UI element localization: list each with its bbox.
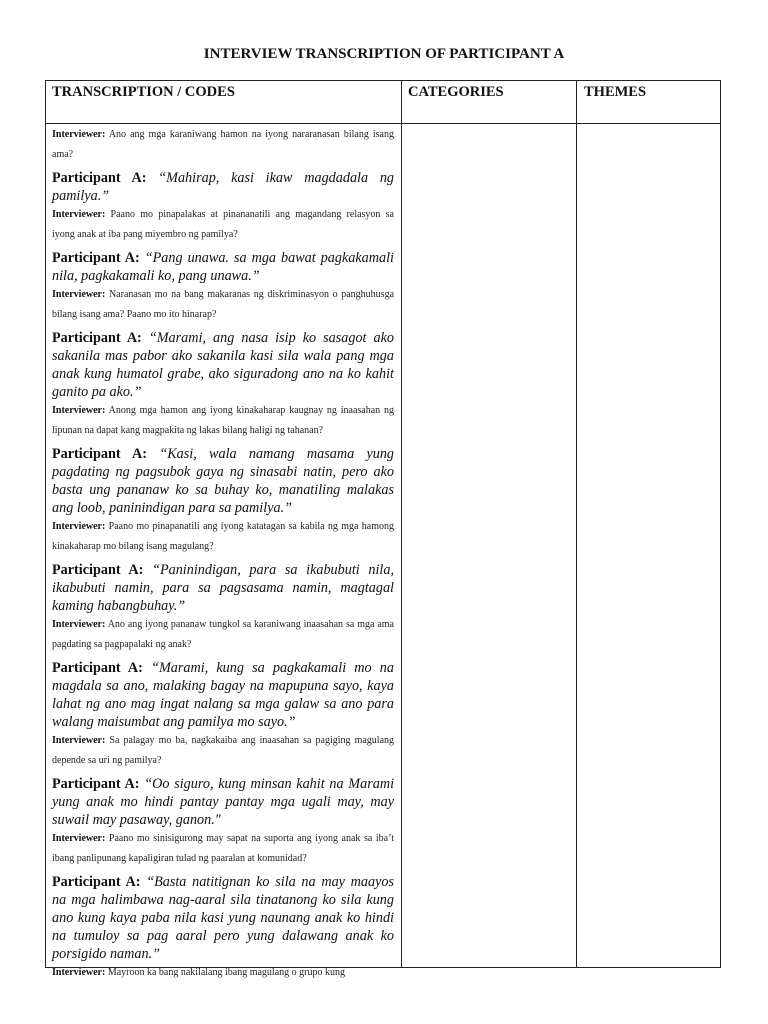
interviewer-question: [52, 205, 394, 245]
document-title: INTERVIEW TRANSCRIPTION OF PARTICIPANT A: [203, 46, 565, 62]
interviewer-question: [52, 963, 394, 983]
question-text: Paano mo pinapalakas at pinananatili ang magandang relasyon sa iyong anak at iba pang miyembro ng pamilya?: [52, 209, 394, 240]
interviewer-question: [52, 401, 394, 441]
answer-text: “Mahirap, kasi ikaw magdadala ng pamilya.”: [52, 170, 395, 204]
question-text: Ano ang iyong pananaw tungkol sa karaniwang inaasahan sa mga ama pagdating sa pagpapalaki ng anak?: [52, 619, 394, 650]
question-text: Anong mga hamon ang iyong kinakaharap kaugnay ng inaasahan ng lipunan na dapat kang magpakita ng lakas bilang haligi ng tahanan?: [52, 405, 394, 436]
participant-label: Participant A:: [52, 170, 147, 186]
interviewer-question: [52, 731, 394, 771]
interviewer-label: Interviewer:: [52, 967, 106, 978]
header-themes: THEMES: [584, 84, 647, 100]
participant-label: Participant A:: [52, 874, 141, 890]
interviewer-question: [52, 125, 394, 165]
participant-label: Participant A:: [52, 776, 140, 792]
interviewer-question: [52, 517, 394, 557]
participant-label: Participant A:: [52, 330, 142, 346]
answer-text: “Pang unawa. sa mga bawat pagkakamali nila, pagkakamali ko, pang unawa.”: [52, 250, 394, 284]
participant-label: Participant A:: [52, 250, 140, 266]
participant-label: Participant A:: [52, 660, 143, 676]
header-categories: CATEGORIES: [408, 84, 504, 100]
interviewer-question: [52, 829, 394, 869]
participant-label: Participant A:: [52, 562, 144, 578]
interviewer-label: Interviewer:: [52, 619, 106, 630]
question-text: Paano mo sinisigurong may sapat na suporta ang iyong anak sa iba’t ibang panlipunang kapaligiran tulad ng paaralan at komunidad?: [52, 833, 395, 864]
interviewer-label: Interviewer:: [52, 289, 106, 300]
transcription-column: [52, 125, 395, 978]
participant-label: Participant A:: [52, 446, 148, 462]
participant-answer: [52, 169, 394, 205]
participant-answer: [52, 445, 394, 517]
interviewer-label: Interviewer:: [52, 521, 106, 532]
question-text: Paano mo pinapanatili ang iyong katatagan sa kabila ng mga hamong kinakaharap mo bilang isang magulang?: [52, 521, 394, 552]
answer-text: “Kasi, wala namang masama yung pagdating ng pagsubok gaya ng sinasabi natin, pero ako basta ung pananaw ko sa buhay ko, manatiling malakas ang loob, paninindigan para sa pamilya.”: [52, 446, 395, 516]
participant-answer: [52, 659, 394, 731]
header-transcription: TRANSCRIPTION / CODES: [52, 84, 235, 100]
participant-answer: [52, 329, 394, 401]
answer-text: “Oo siguro, kung minsan kahit na Marami yung anak mo hindi pantay pantay mga ugali may, may suwail may pasaway, ganon.": [52, 776, 395, 828]
participant-answer: [52, 249, 394, 285]
participant-answer: [52, 561, 394, 615]
column-divider: [401, 81, 402, 967]
interviewer-label: Interviewer:: [52, 833, 106, 844]
column-divider: [576, 81, 577, 967]
interviewer-label: Interviewer:: [52, 405, 106, 416]
answer-text: “Paninindigan, para sa ikabubuti nila, ikabubuti namin, para sa pagsasama namin, magtagal kaming habangbuhay.”: [52, 562, 394, 614]
interviewer-question: [52, 615, 394, 655]
answer-text: “Marami, ang nasa isip ko sasagot ako sakanila mas pabor ako sakanila kasi sila wala pang mga anak kung humatol grabe, ako siguradong ano na ko kahit ganito pa ako.”: [52, 330, 395, 400]
answer-text: “Basta natitignan ko sila na may maayos na mga halimbawa nag-aaral sila tinatanong ko sila kung ano kung kaya paba nila kasi yung naunang anak ko hindi na tumuloy sa pag aaral pero yung dalawang anak ko porsigido naman.”: [52, 874, 395, 962]
answer-text: “Marami, kung sa pagkakamali mo na magdala sa ano, malaking bagay na mapupuna sayo, kaya lahat ng ano mag ingat nalang sa mga galaw sa ano para walang maisumbat ang pamilya mo sayo.”: [52, 660, 394, 730]
question-text: Mayroon ka bang nakilalang ibang magulang o grupo kung: [107, 967, 345, 978]
interviewer-label: Interviewer:: [52, 129, 106, 140]
interviewer-label: Interviewer:: [52, 735, 106, 746]
transcription-table: [45, 80, 721, 978]
header-divider: [46, 123, 720, 124]
question-text: Naranasan mo na bang makaranas ng diskriminasyon o panghuhusga bilang isang ama? Paano mo ito hinarap?: [52, 289, 395, 320]
interviewer-question: [52, 285, 394, 325]
question-text: Sa palagay mo ba, nagkakaiba ang inaasahan sa pagiging magulang depende sa uri ng pamilya?: [52, 735, 395, 766]
question-text: Ano ang mga karaniwang hamon na iyong nararanasan bilang isang ama?: [52, 129, 394, 160]
participant-answer: [52, 873, 394, 963]
interviewer-label: Interviewer:: [52, 209, 106, 220]
participant-answer: [52, 775, 394, 829]
